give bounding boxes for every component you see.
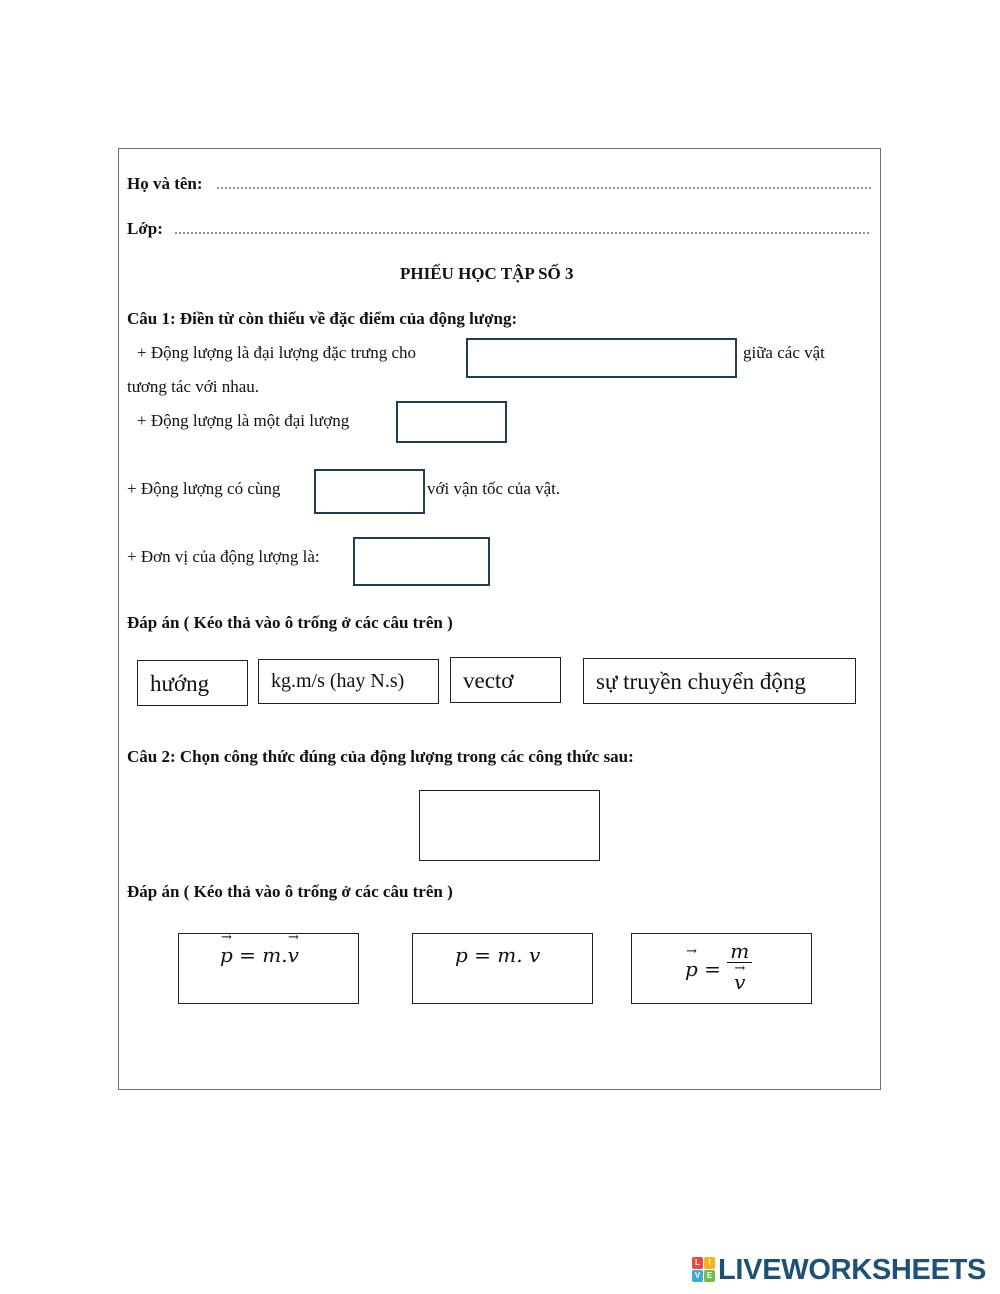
q1-line3-text: + Động lượng có cùng (127, 479, 281, 498)
formula-a-text: → p = m.→ v (220, 943, 299, 967)
q2-answers-label: Đáp án ( Kéo thả vào ô trống ở các câu trên ) (127, 882, 453, 901)
answer-chip-huong[interactable]: hướng (137, 660, 248, 706)
q1-line4-text: + Đơn vị của động lượng là: (127, 547, 320, 566)
answer-chip-su-truyen[interactable]: sự truyền chuyển động (583, 658, 856, 704)
liveworksheets-logo-text: LIVEWORKSHEETS (718, 1253, 987, 1286)
formula-chip-fraction[interactable] (631, 933, 812, 1004)
liveworksheets-logo (692, 1254, 986, 1286)
q1-drop-box-2[interactable] (396, 401, 507, 443)
q2-drop-box[interactable] (419, 790, 600, 861)
q1-drop-box-1[interactable] (466, 338, 737, 378)
formula-chip-vector[interactable] (178, 933, 359, 1004)
question1-heading: Câu 1: Điền từ còn thiếu về đặc điểm của động lượng: (127, 309, 518, 328)
q1-line2-text: + Động lượng là một đại lượng (137, 411, 350, 430)
formula-b-text: p = m. v (455, 943, 541, 967)
answer-chip-vecto[interactable]: vectơ (450, 657, 561, 703)
class-input-line[interactable] (174, 232, 871, 234)
question2-heading: Câu 2: Chọn công thức đúng của động lượng trong các công thức sau: (127, 747, 634, 766)
q1-drop-box-3[interactable] (314, 469, 425, 514)
class-label: Lớp: (127, 219, 163, 238)
q1-line1-continued: tương tác với nhau. (127, 377, 259, 396)
name-input-line[interactable] (216, 187, 871, 189)
answer-chip-unit[interactable]: kg.m/s (hay N.s) (258, 659, 439, 704)
formula-chip-scalar[interactable] (412, 933, 593, 1004)
page-title: PHIẾU HỌC TẬP SỐ 3 (400, 264, 574, 283)
q1-line3-after: với vận tốc của vật. (427, 479, 561, 498)
q1-line1-after: giữa các vật (743, 343, 825, 362)
q1-answers-label: Đáp án ( Kéo thả vào ô trống ở các câu trên ) (127, 613, 453, 632)
formula-c-text: → p = m → v (685, 940, 752, 997)
liveworksheets-logo-icon: L I V E (692, 1257, 716, 1283)
q1-drop-box-4[interactable] (353, 537, 490, 586)
q1-line1-text: + Động lượng là đại lượng đặc trưng cho (137, 343, 416, 362)
name-label: Họ và tên: (127, 174, 203, 193)
